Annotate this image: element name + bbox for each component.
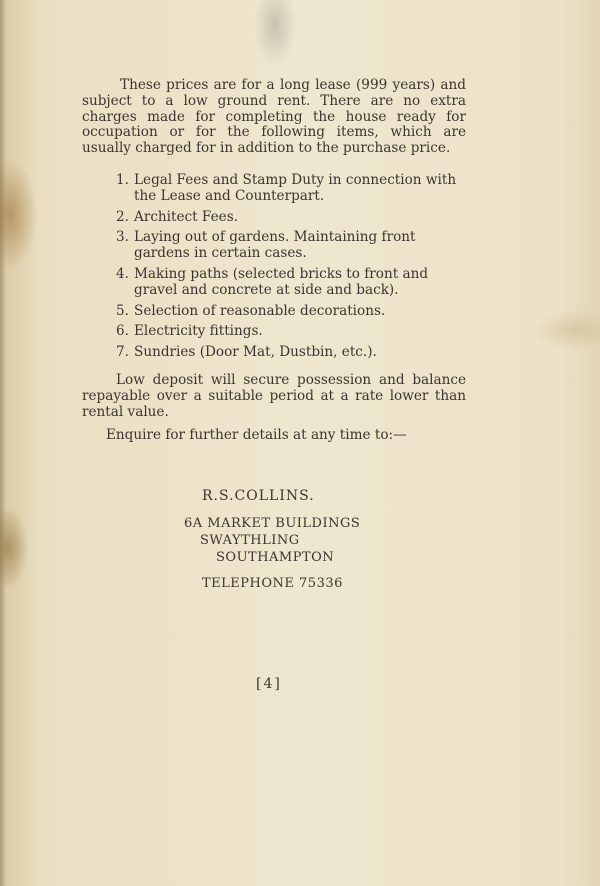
- list-item-text: Selection of reasonable decorations.: [134, 302, 386, 319]
- list-item-number: 7.: [116, 344, 129, 361]
- list-item-text: Architect Fees.: [134, 208, 239, 225]
- telephone-number: TELEPHONE 75336: [202, 576, 343, 591]
- enquire-line: Enquire for further details at any time to:—: [106, 427, 407, 444]
- contact-name: R.S.COLLINS.: [202, 488, 315, 504]
- list-item-number: 4.: [116, 265, 129, 282]
- page-spine-shadow: [0, 0, 6, 886]
- list-item-number: 2.: [116, 208, 129, 225]
- list-item-text: Making paths (selected bricks to front and gravel and concrete at side and back).: [134, 265, 429, 298]
- address-line-1: 6A MARKET BUILDINGS: [184, 516, 361, 531]
- list-item-number: 6.: [116, 323, 129, 340]
- list-item-text: Legal Fees and Stamp Duty in connection with the Lease and Counterpart.: [134, 171, 457, 204]
- list-item: [82, 173, 466, 205]
- list-item: [82, 267, 466, 299]
- list-item: [82, 304, 466, 320]
- page-number: [4]: [256, 676, 282, 692]
- list-item: [82, 230, 466, 262]
- list-item: [82, 210, 466, 226]
- deposit-paragraph: Low deposit will secure possession and balance repayable over a suitable period at a rate lower than rental value.: [82, 371, 466, 420]
- list-item-number: 5.: [116, 302, 129, 319]
- list-item-number: 1.: [116, 171, 129, 188]
- address-line-2: SWAYTHLING: [200, 533, 300, 548]
- list-item: [82, 345, 466, 361]
- document-body: [82, 77, 466, 591]
- list-item-text: Laying out of gardens. Maintaining front gardens in certain cases.: [134, 229, 416, 262]
- list-item: [82, 324, 466, 340]
- address-line-3: SOUTHAMPTON: [216, 550, 335, 565]
- list-item-text: Electricity fittings.: [134, 323, 263, 340]
- intro-paragraph: These prices are for a long lease (999 years) and subject to a low ground rent. There are no extra charges made for completing the house ready for occupation or for the following items, which are usually charged for in addition to the purchase price.: [82, 77, 466, 157]
- list-item-number: 3.: [116, 229, 129, 246]
- list-item-text: Sundries (Door Mat, Dustbin, etc.).: [134, 344, 377, 361]
- included-items-list: [82, 173, 466, 361]
